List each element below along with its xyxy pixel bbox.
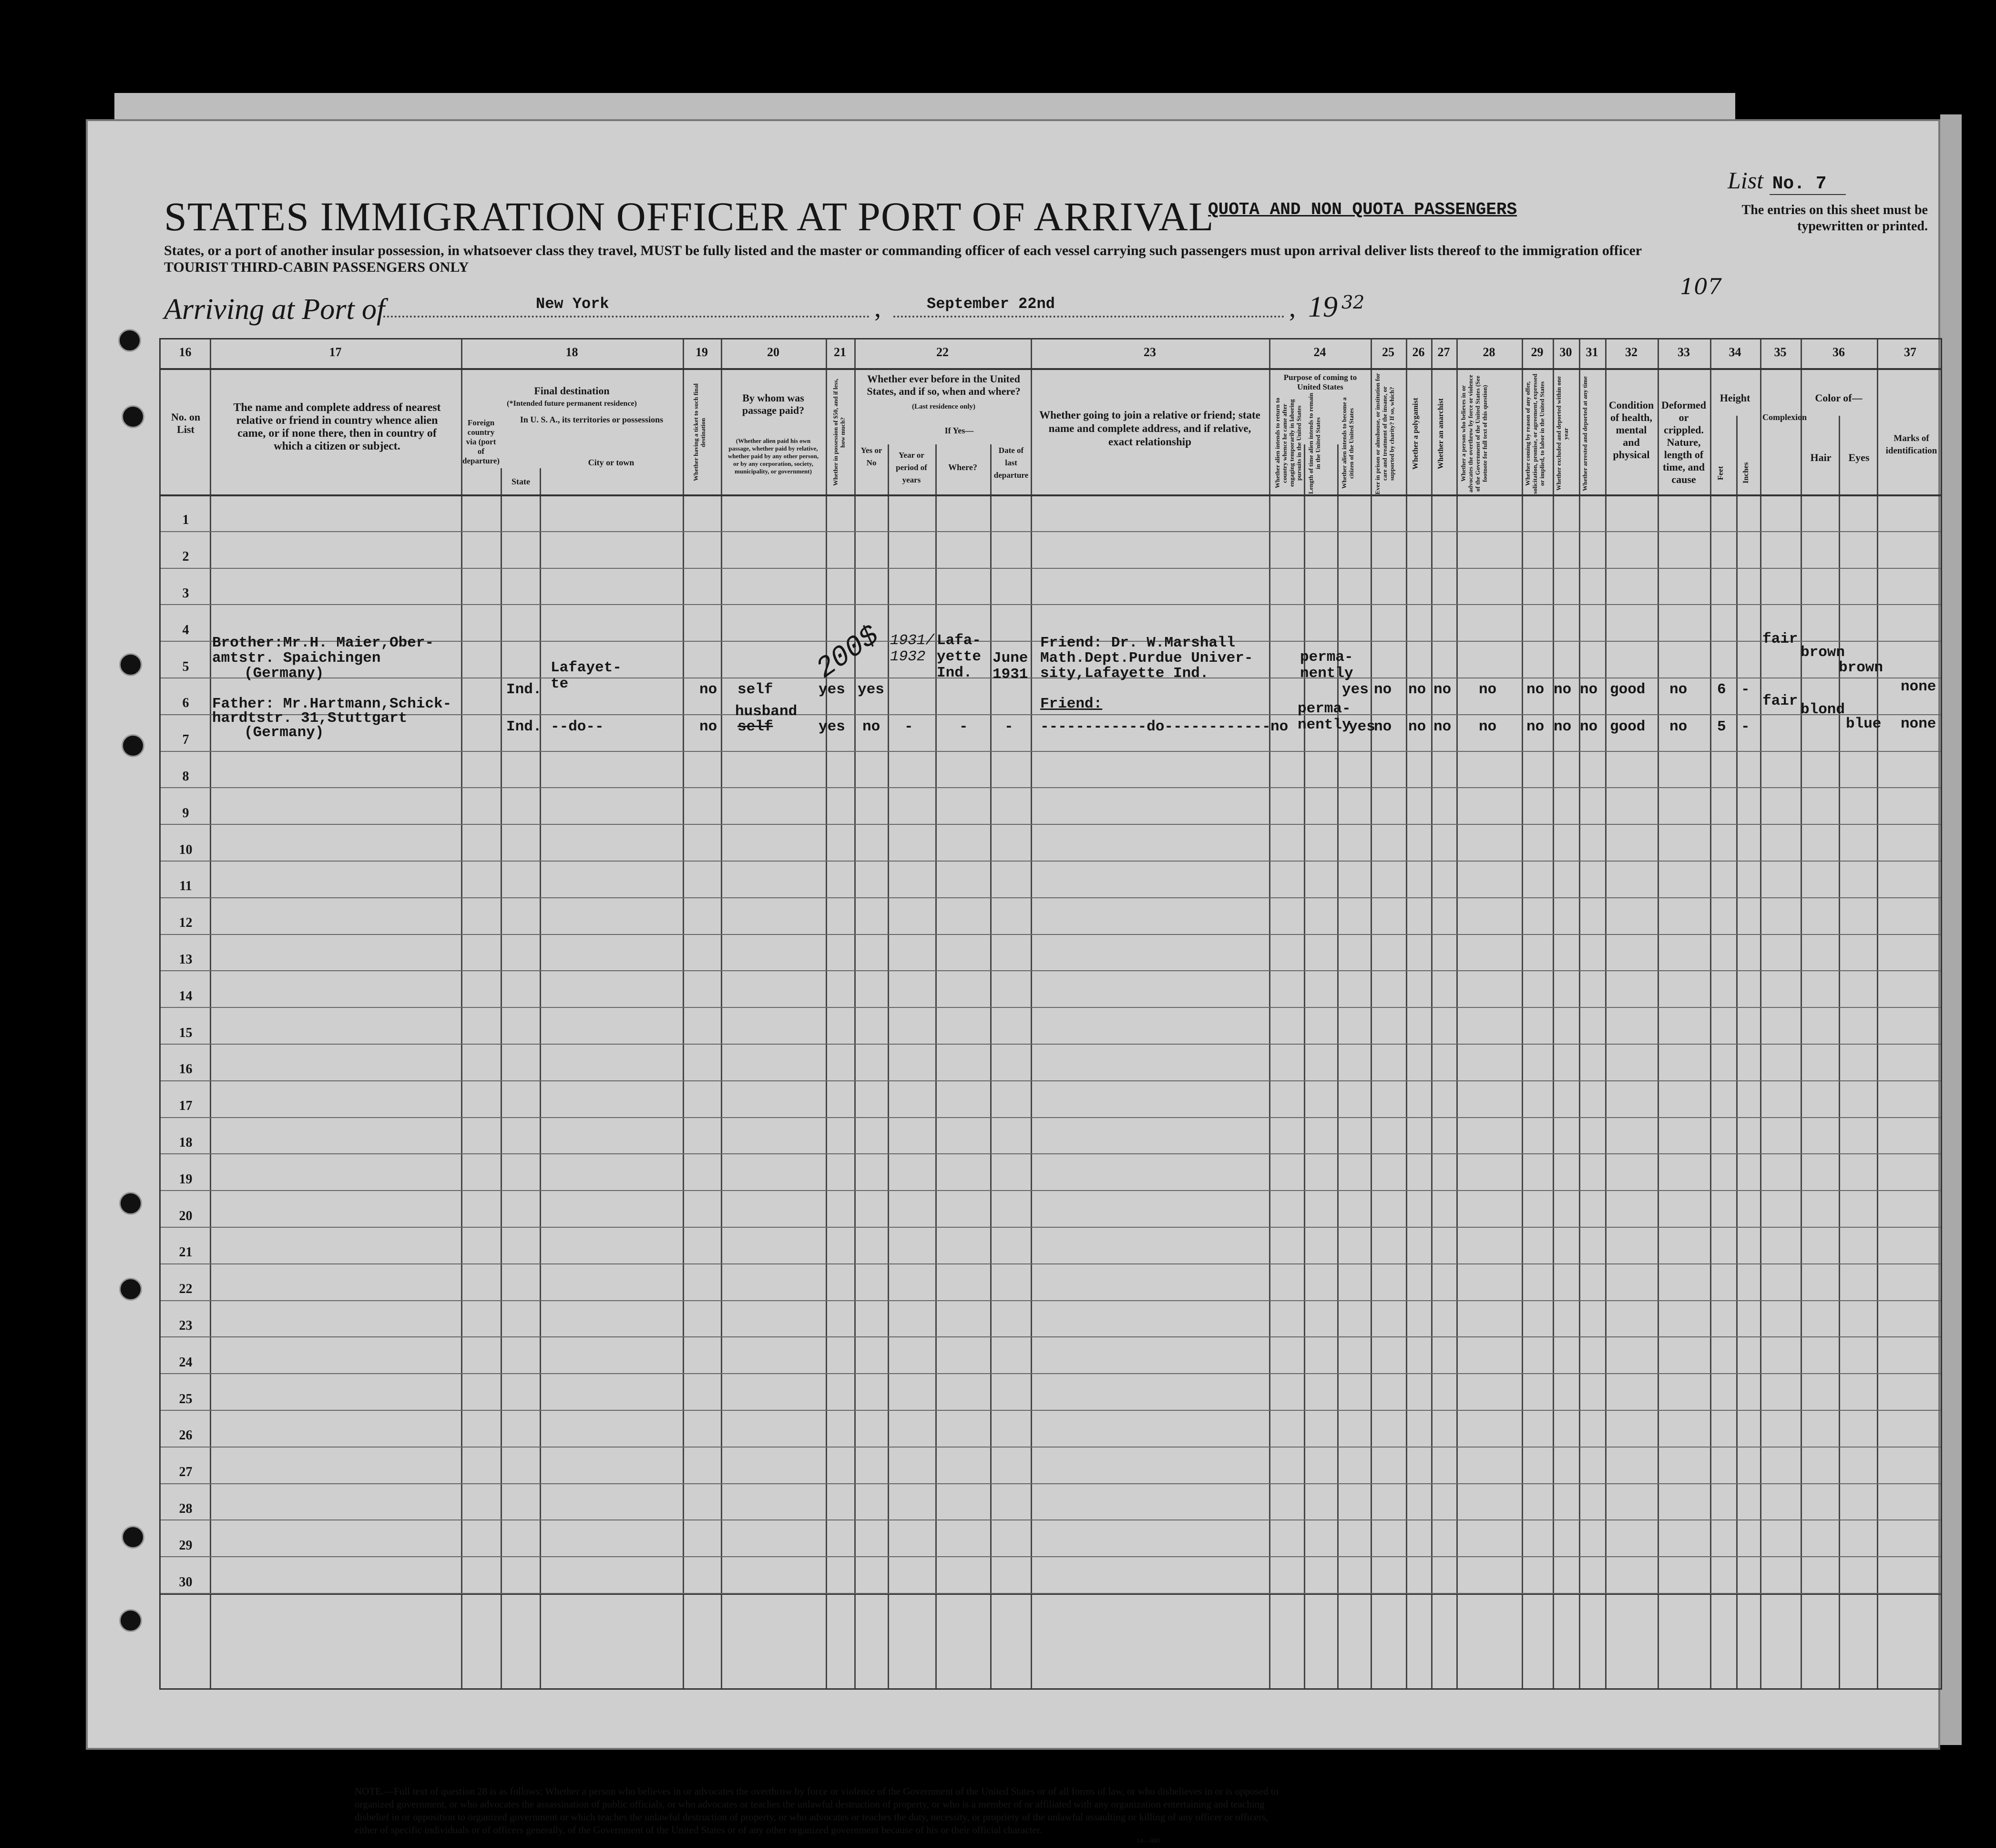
binder-hole (119, 1609, 142, 1632)
row-rule (161, 1519, 1941, 1520)
row-number: 18 (179, 1135, 193, 1150)
row2-length: perma- nently (1298, 700, 1351, 733)
row-number: 14 (179, 988, 193, 1004)
header-hair: Hair (1810, 452, 1832, 463)
header-q29: Whether coming by reason of any offer, solicitation, promise, or agreement, expressed or implied, to labor in the United States (1524, 373, 1546, 494)
row1-eyes: brown (1839, 659, 1883, 676)
row-rule (161, 568, 1941, 569)
row-rule (161, 1190, 1941, 1191)
row-number: 9 (182, 805, 189, 821)
col-num-22: 22 (936, 345, 949, 359)
row1-city: Lafayet- te (551, 659, 622, 692)
row2-return: no (1270, 719, 1289, 735)
row-rule (161, 604, 1941, 605)
row-rule (161, 861, 1941, 862)
footnote: NOTE.—Full text of question 28 is as follows: Whether a person who believes in or advocates the overthrow by force or violence of the Government of the United States or of all forms of law, or who disbelieves in or is opposed to organized government, or who advocates the assassination of public officials, or who advocates or teaches the unlawful destruction of property, or who is a member of or affiliated with any organization entertaining and teaching disbelief in or opposition to organized government or which teaches the unlawful destruction of property, or who advocates or teaches the duty, necessity, or propriety of the unlawful assaulting or killing of any officer or officers, either of specific individuals or of officers generally, of the Government of the United States or of any other organized government because of his or their official character. (355, 1786, 1279, 1836)
row-rule (161, 1263, 1941, 1264)
comma-2: , (1289, 293, 1296, 323)
row-rule (161, 1373, 1941, 1374)
date-value: September 22nd (927, 295, 1055, 313)
header-polygamist: Whether a polygamist (1412, 398, 1420, 470)
row2-ever-before: no (862, 719, 880, 735)
row1-inches: - (1741, 681, 1750, 698)
col-num-19: 19 (696, 345, 708, 359)
col-num-34: 34 (1729, 345, 1741, 359)
header-nearest-relative: The name and complete address of nearest relative or friend in country whence alien came, or if none there, then in country of which a citizen or subject. (233, 401, 441, 452)
row1-feet: 6 (1717, 681, 1726, 698)
row-rule (161, 934, 1941, 935)
port-line (383, 316, 870, 318)
entries-note: The entries on this sheet must be typewritten or printed. (1741, 203, 1928, 234)
header-deformed: Deformed or crippled. Nature, length of time, and cause (1661, 399, 1707, 485)
row1-citizen: yes (1342, 681, 1369, 698)
row1-health: good (1610, 681, 1646, 698)
row1-complexion: fair (1762, 631, 1798, 647)
row-number: 4 (182, 622, 189, 637)
comma-1: , (874, 293, 881, 323)
row1-q28: no (1479, 681, 1497, 698)
binder-hole (119, 1278, 142, 1301)
row2-relative-line2: hardtstr. 31,Stuttgart (212, 710, 408, 727)
row2-relative-line1: Father: Mr.Hartmann,Schick- (212, 696, 452, 712)
row-number: 12 (179, 915, 193, 931)
col-divider (1658, 339, 1659, 1688)
date-line (893, 316, 1284, 318)
header-final-destination-note: (*Intended future permanent residence) (507, 400, 637, 408)
row1-money: yes (819, 681, 845, 698)
quota-label: QUOTA AND NON QUOTA PASSENGERS (1208, 200, 1517, 219)
header-in-usa: In U. S. A., its territories or possessions (520, 415, 664, 424)
header-rule (161, 368, 1941, 370)
header-inches: Inches (1742, 462, 1750, 484)
header-condition: Condition of health, mental and physical (1608, 399, 1654, 461)
col-num-18: 18 (565, 345, 578, 359)
header-feet: Feet (1717, 466, 1725, 480)
row2-q29: no (1526, 719, 1545, 735)
row-rule (161, 751, 1941, 752)
row-rule (161, 1227, 1941, 1228)
row-number: 28 (179, 1501, 193, 1516)
row-number: 24 (179, 1355, 193, 1370)
row-number: 13 (179, 952, 193, 967)
row-number: 30 (179, 1574, 193, 1590)
col-divider (935, 444, 937, 1688)
binder-hole (122, 1526, 144, 1549)
row-number: 11 (179, 879, 192, 894)
row-number: 26 (179, 1428, 193, 1443)
col-divider (721, 339, 722, 1688)
header-purpose-a: Whether alien intends to return to country whence he came after engaging temporarily in laboring pursuits in the United States (1274, 398, 1302, 489)
col-divider (1736, 416, 1738, 1688)
row1-relative-line2: amtstr. Spaichingen (212, 650, 381, 667)
form-code: 14—480 (1136, 1838, 1160, 1845)
col-divider (1605, 339, 1607, 1688)
header-date-departure: Date of last departure (993, 446, 1029, 480)
row2-deformed: no (1669, 719, 1688, 735)
row2-passage-struck: self (737, 719, 773, 735)
col-divider (854, 339, 856, 1688)
col-divider (826, 339, 827, 1688)
row-rule (161, 1336, 1941, 1337)
col-num-25: 25 (1382, 345, 1394, 359)
row2-where: - (959, 719, 968, 735)
row2-feet: 5 (1717, 719, 1726, 735)
row-rule (161, 1044, 1941, 1045)
col-divider (1371, 339, 1372, 1688)
header-color-of: Color of— (1815, 392, 1863, 404)
col-divider (1522, 339, 1523, 1688)
row-number: 20 (179, 1208, 193, 1223)
row-number: 10 (179, 842, 193, 857)
row1-join-line2: Math.Dept.Purdue Univer- (1040, 650, 1253, 667)
row1-q30: no (1554, 681, 1572, 698)
header-final-destination: Final destination (534, 385, 610, 397)
row2-join-line1: Friend: (1040, 696, 1103, 712)
col-num-37: 37 (1904, 345, 1916, 359)
row2-prison: no (1374, 719, 1392, 735)
col-num-31: 31 (1586, 345, 1598, 359)
col-divider (1801, 339, 1802, 1688)
col-num-20: 20 (767, 345, 779, 359)
row-number: 23 (179, 1318, 193, 1333)
row2-q30: no (1554, 719, 1572, 735)
row2-join-line2: ------------do------------ (1040, 719, 1271, 735)
row1-prison: no (1374, 681, 1392, 698)
header-anarchist: Whether an anarchist (1437, 398, 1445, 469)
page-edge-stack (114, 93, 1735, 122)
header-foreign-country: Foreign country via (port of departure) (462, 418, 500, 465)
row-rule (161, 1556, 1941, 1557)
list-number-value: No. 7 (1770, 174, 1846, 195)
class-label: TOURIST THIRD-CABIN PASSENGERS ONLY (164, 259, 469, 275)
row-rule (161, 1153, 1941, 1154)
col-divider (1553, 339, 1554, 1688)
col-num-26: 26 (1412, 345, 1425, 359)
header-purpose-c: Whether alien intends to become a citizen of the United States (1341, 397, 1355, 489)
row1-relative-line3: (Germany) (244, 665, 324, 682)
col-divider (1579, 339, 1580, 1688)
row-number: 15 (179, 1025, 193, 1040)
header-passage-note: (Whether alien paid his own passage, whether paid by relative, whether paid by any other person, or by any corporation, society, municipality, or government) (727, 437, 819, 475)
col-divider (1304, 444, 1305, 1688)
row-number: 25 (179, 1391, 193, 1407)
row-rule (161, 1117, 1941, 1118)
row2-years: - (904, 719, 913, 735)
row2-health: good (1610, 719, 1646, 735)
row-rule (161, 1483, 1941, 1484)
col-divider (540, 468, 541, 1688)
header-eyes: Eyes (1848, 452, 1870, 463)
header-city: City or town (588, 458, 635, 467)
row-rule (161, 824, 1941, 825)
row1-polygamist: no (1408, 681, 1426, 698)
header-q28: Whether a person who believes in or advocates the overthrow by force or violence of the Government of the United States (See footnote for full text of this question) (1460, 375, 1488, 493)
row-rule (161, 1447, 1941, 1448)
header-ticket: Whether having a ticket to such final destination (692, 383, 706, 482)
row-rule (161, 1410, 1941, 1411)
row-number: 27 (179, 1465, 193, 1480)
row2-citizen: yes (1349, 719, 1375, 735)
col-num-21: 21 (834, 345, 846, 359)
header-q30: Whether excluded and deported within one year (1555, 376, 1569, 491)
row1-join-line1: Friend: Dr. W.Marshall (1040, 635, 1236, 651)
binder-hole (122, 734, 144, 757)
col-divider (1877, 339, 1878, 1688)
instructions-text: States, or a port of another insular possession, in whatsoever class they travel, MUST be fully listed and the master or commanding officer of each vessel carrying such passengers must upon arrival deliver lists thereof to the immigration officer (164, 243, 1642, 258)
header-yes-no: Yes or No (860, 446, 882, 467)
col-num-24: 24 (1313, 345, 1326, 359)
row1-passage-paid: self (737, 681, 773, 698)
row-number: 17 (179, 1099, 193, 1114)
row1-q31: no (1580, 681, 1598, 698)
col-num-36: 36 (1832, 345, 1845, 359)
header-purpose: Purpose of coming to United States (1283, 373, 1357, 391)
col-divider (1337, 444, 1339, 1688)
row-number: 7 (182, 732, 189, 748)
header-marks: Marks of identification (1885, 433, 1937, 456)
list-number (1728, 166, 1846, 194)
row-number: 19 (179, 1171, 193, 1187)
header-height: Height (1720, 392, 1750, 404)
row1-length: perma- nently (1300, 649, 1353, 682)
row-rule (161, 787, 1941, 788)
row1-join-line3: sity,Lafayette Ind. (1040, 665, 1209, 682)
header-no-on-list: No. on List (171, 411, 201, 435)
col-num-16: 16 (179, 345, 192, 359)
col-divider (1710, 339, 1711, 1688)
row2-hair: blond (1801, 701, 1845, 718)
row-number: 5 (182, 659, 189, 674)
row2-marks: none (1901, 716, 1936, 732)
row-number: 16 (179, 1062, 193, 1077)
page-number: 107 (1680, 274, 1722, 299)
row1-years: 1931/ 1932 (890, 632, 935, 665)
header-passage-paid: By whom was passage paid? (742, 392, 805, 416)
row-number: 8 (182, 769, 189, 784)
header-where: Where? (948, 462, 977, 472)
header-state: State (512, 477, 530, 486)
col-divider (888, 444, 889, 1688)
header-ever-before: Whether ever before in the United States, and if so, when and where? (867, 373, 1021, 397)
col-divider (461, 339, 462, 1688)
row2-eyes: blue (1846, 716, 1882, 732)
col-num-17: 17 (329, 345, 342, 359)
col-num-32: 32 (1625, 345, 1638, 359)
row2-city: --do-- (551, 719, 604, 735)
header-join-relative: Whether going to join a relative or friend; state name and complete address, and if relative, exact relationship (1039, 409, 1260, 448)
list-label: List (1728, 167, 1764, 194)
row1-state: Ind. (506, 681, 542, 698)
row1-ticket: no (699, 681, 717, 698)
col-num-23: 23 (1144, 345, 1156, 359)
port-value: New York (536, 295, 609, 313)
col-num-35: 35 (1774, 345, 1787, 359)
row-rule (161, 1593, 1941, 1594)
page-title: STATES IMMIGRATION OFFICER AT PORT OF ARRIVAL (164, 194, 1214, 239)
col-divider (1031, 339, 1032, 1688)
row-rule (161, 970, 1941, 971)
row-rule (161, 1080, 1941, 1081)
row2-ticket: no (699, 719, 717, 735)
row2-departure: - (1004, 719, 1013, 735)
row-rule (161, 1007, 1941, 1008)
row-number: 3 (182, 586, 189, 601)
row1-relative-line1: Brother:Mr.H. Maier,Ober- (212, 635, 434, 651)
header-complexion: Complexion (1762, 412, 1807, 422)
col-num-29: 29 (1531, 345, 1544, 359)
col-divider (1269, 339, 1270, 1688)
col-divider (501, 468, 502, 1688)
header-purpose-b: Length of time alien intends to remain in the United States (1307, 392, 1321, 494)
row-number: 6 (182, 696, 189, 711)
header-q31: Whether arrested and deported at any time (1581, 376, 1588, 491)
row-rule (161, 531, 1941, 532)
col-num-30: 30 (1559, 345, 1572, 359)
row-number: 29 (179, 1538, 193, 1553)
header-possession-50: Whether in possession of $50, and if less, how much? (832, 379, 846, 486)
row1-deformed: no (1669, 681, 1688, 698)
row-number: 21 (179, 1245, 193, 1260)
row1-anarchist: no (1433, 681, 1452, 698)
col-num-33: 33 (1678, 345, 1690, 359)
binder-hole (119, 1192, 142, 1215)
manifest-table (159, 338, 1942, 1690)
row2-inches: - (1741, 719, 1750, 735)
row2-state: Ind. (506, 719, 542, 735)
row2-complexion: fair (1762, 693, 1798, 709)
row1-hair: brown (1801, 644, 1845, 661)
col-divider (990, 444, 992, 1688)
row1-departure: June 1931 (993, 650, 1028, 683)
binder-hole (119, 653, 142, 676)
row-number: 22 (179, 1282, 193, 1297)
col-divider (1456, 339, 1458, 1688)
row-rule (161, 714, 1941, 715)
row1-marks: none (1901, 678, 1936, 695)
col-divider (1839, 416, 1840, 1688)
manifest-sheet (86, 119, 1940, 1845)
binder-hole (118, 329, 141, 352)
row1-where: Lafa- yette Ind. (937, 632, 982, 681)
row2-anarchist: no (1433, 719, 1452, 735)
col-num-27: 27 (1437, 345, 1450, 359)
arriving-label: Arriving at Port of (164, 293, 385, 326)
row2-polygamist: no (1408, 719, 1426, 735)
binder-hole (122, 405, 144, 428)
row2-q28: no (1479, 719, 1497, 735)
header-if-yes: If Yes— (944, 426, 974, 435)
row-number: 2 (182, 549, 189, 565)
header-bottom-rule (161, 494, 1941, 496)
row1-money-hand: 200$ (810, 619, 886, 686)
col-divider (1406, 339, 1407, 1688)
row-rule (161, 897, 1941, 898)
header-last-residence: (Last residence only) (911, 403, 976, 411)
year-prefix: 19 (1308, 291, 1338, 323)
col-divider (683, 339, 684, 1688)
row1-q29: no (1526, 681, 1545, 698)
header-year-period: Year or period of years (896, 451, 927, 484)
row1-ever-before: yes (858, 681, 884, 698)
row2-passage-paid: husband (735, 703, 798, 720)
row2-q31: no (1580, 719, 1598, 735)
col-num-28: 28 (1483, 345, 1495, 359)
row-rule (161, 1300, 1941, 1301)
col-divider (1760, 339, 1761, 1688)
row2-money: yes (819, 719, 845, 735)
year-suffix: 32 (1341, 292, 1365, 313)
col-divider (1431, 339, 1433, 1688)
col-divider (210, 339, 211, 1688)
header-prison: Ever in prison or almshouse, or institution for care and treatment of the insane, or supported by charity? If so, which? (1374, 373, 1395, 494)
row2-relative-line3: (Germany) (244, 724, 324, 741)
row-number: 1 (182, 513, 189, 528)
